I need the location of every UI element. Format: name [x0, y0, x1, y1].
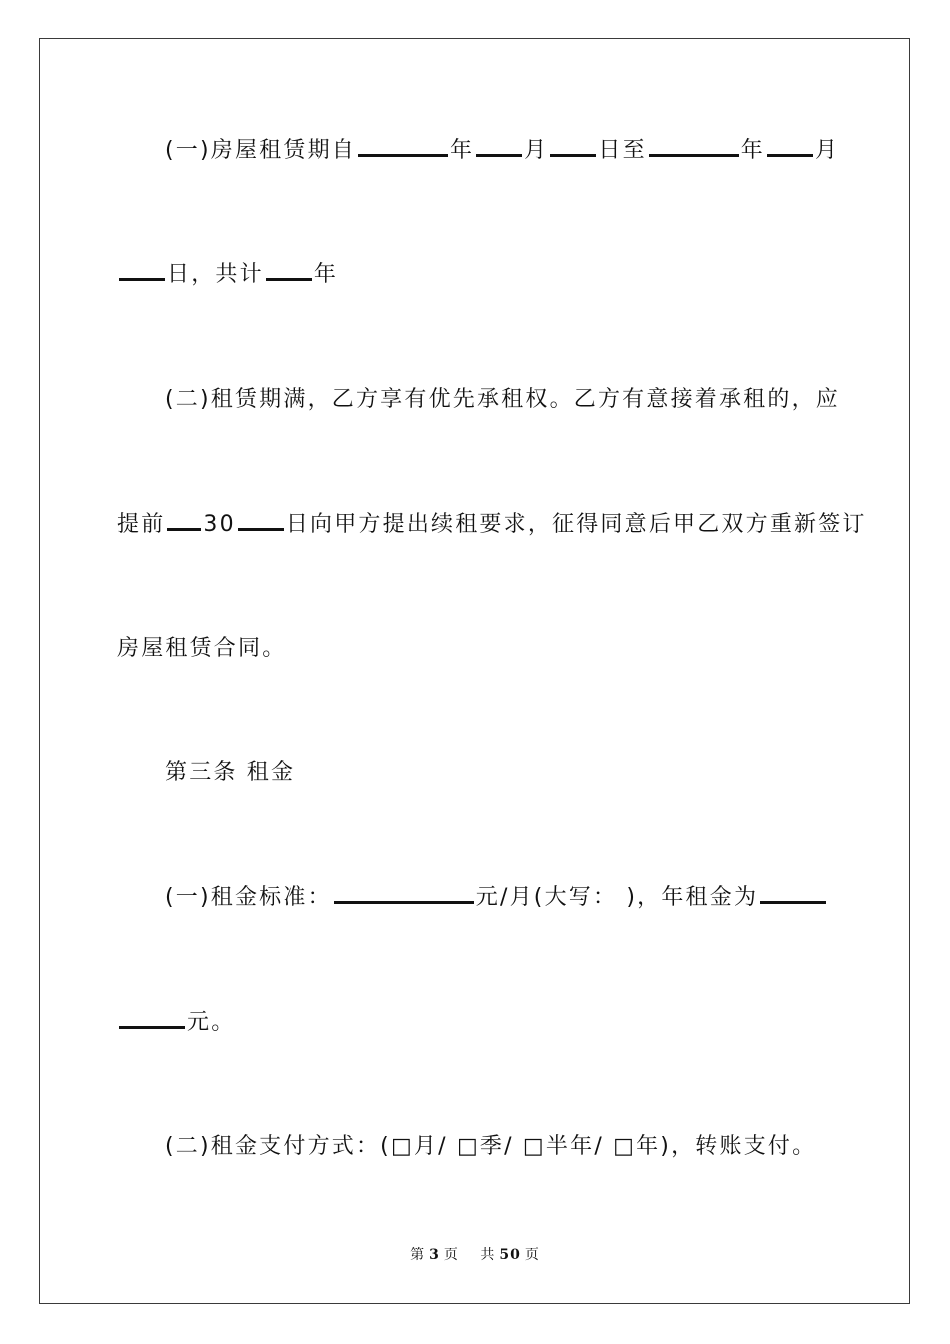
- month-label: 月: [814, 138, 840, 163]
- blank-annual-rent-a[interactable]: [760, 897, 826, 904]
- day-total-label: 日，共计: [167, 262, 264, 287]
- page-footer: [0, 1244, 950, 1264]
- renewal-line-1: [165, 385, 840, 415]
- payment-method-line: [165, 1132, 816, 1162]
- payment-method-text: (二)租金支付方式：(□月/ □季/ □半年/ □年)，转账支付。: [165, 1134, 817, 1159]
- blank-start-day[interactable]: [550, 150, 596, 157]
- renewal-line-2: [117, 510, 867, 540]
- lease-term-label: (一)房屋租赁期自: [165, 138, 356, 163]
- renewal-text: (二)租赁期满，乙方享有优先承租权。乙方有意接着承租的，应: [165, 387, 840, 412]
- month-label: 月: [524, 138, 549, 163]
- page-total: 共 50 页: [480, 1247, 540, 1263]
- blank-monthly-rent[interactable]: [334, 897, 474, 904]
- renewal-text-end: 房屋租赁合同。: [117, 636, 287, 661]
- years-label: 年: [313, 262, 339, 287]
- advance-label: 提前: [117, 512, 166, 537]
- blank-end-day[interactable]: [119, 274, 165, 281]
- rent-standard-line-1: [165, 883, 828, 913]
- blank-end-month[interactable]: [767, 150, 813, 157]
- blank-total-years[interactable]: [266, 274, 312, 281]
- article-title: 第三条 租金: [165, 760, 296, 785]
- blank-annual-rent-b[interactable]: [119, 1022, 185, 1029]
- blank-end-year[interactable]: [649, 150, 739, 157]
- article-3-heading: [165, 758, 295, 788]
- renewal-text-cont: 日向甲方提出续租要求，征得同意后甲乙双方重新签订: [285, 512, 867, 537]
- lease-term-line-1: [165, 136, 839, 166]
- rent-standard-label: (一)租金标准：: [165, 885, 332, 910]
- year-label: 年: [740, 138, 765, 163]
- lease-term-line-2: [117, 260, 338, 290]
- blank-start-year[interactable]: [358, 150, 448, 157]
- yuan-label: 元。: [187, 1010, 236, 1035]
- renewal-line-3: [117, 634, 286, 664]
- year-label: 年: [449, 138, 475, 163]
- blank-advance-days-pre[interactable]: [167, 524, 201, 531]
- blank-advance-days-post[interactable]: [238, 524, 284, 531]
- page-border: [39, 38, 910, 1304]
- advance-days-value: 30: [203, 512, 236, 537]
- rent-unit-text: 元/月(大写： )，年租金为: [475, 885, 759, 910]
- rent-standard-line-2: [117, 1008, 235, 1038]
- day-to-label: 日至: [598, 138, 647, 163]
- blank-start-month[interactable]: [476, 150, 522, 157]
- page-number: 第 3 页: [410, 1247, 459, 1263]
